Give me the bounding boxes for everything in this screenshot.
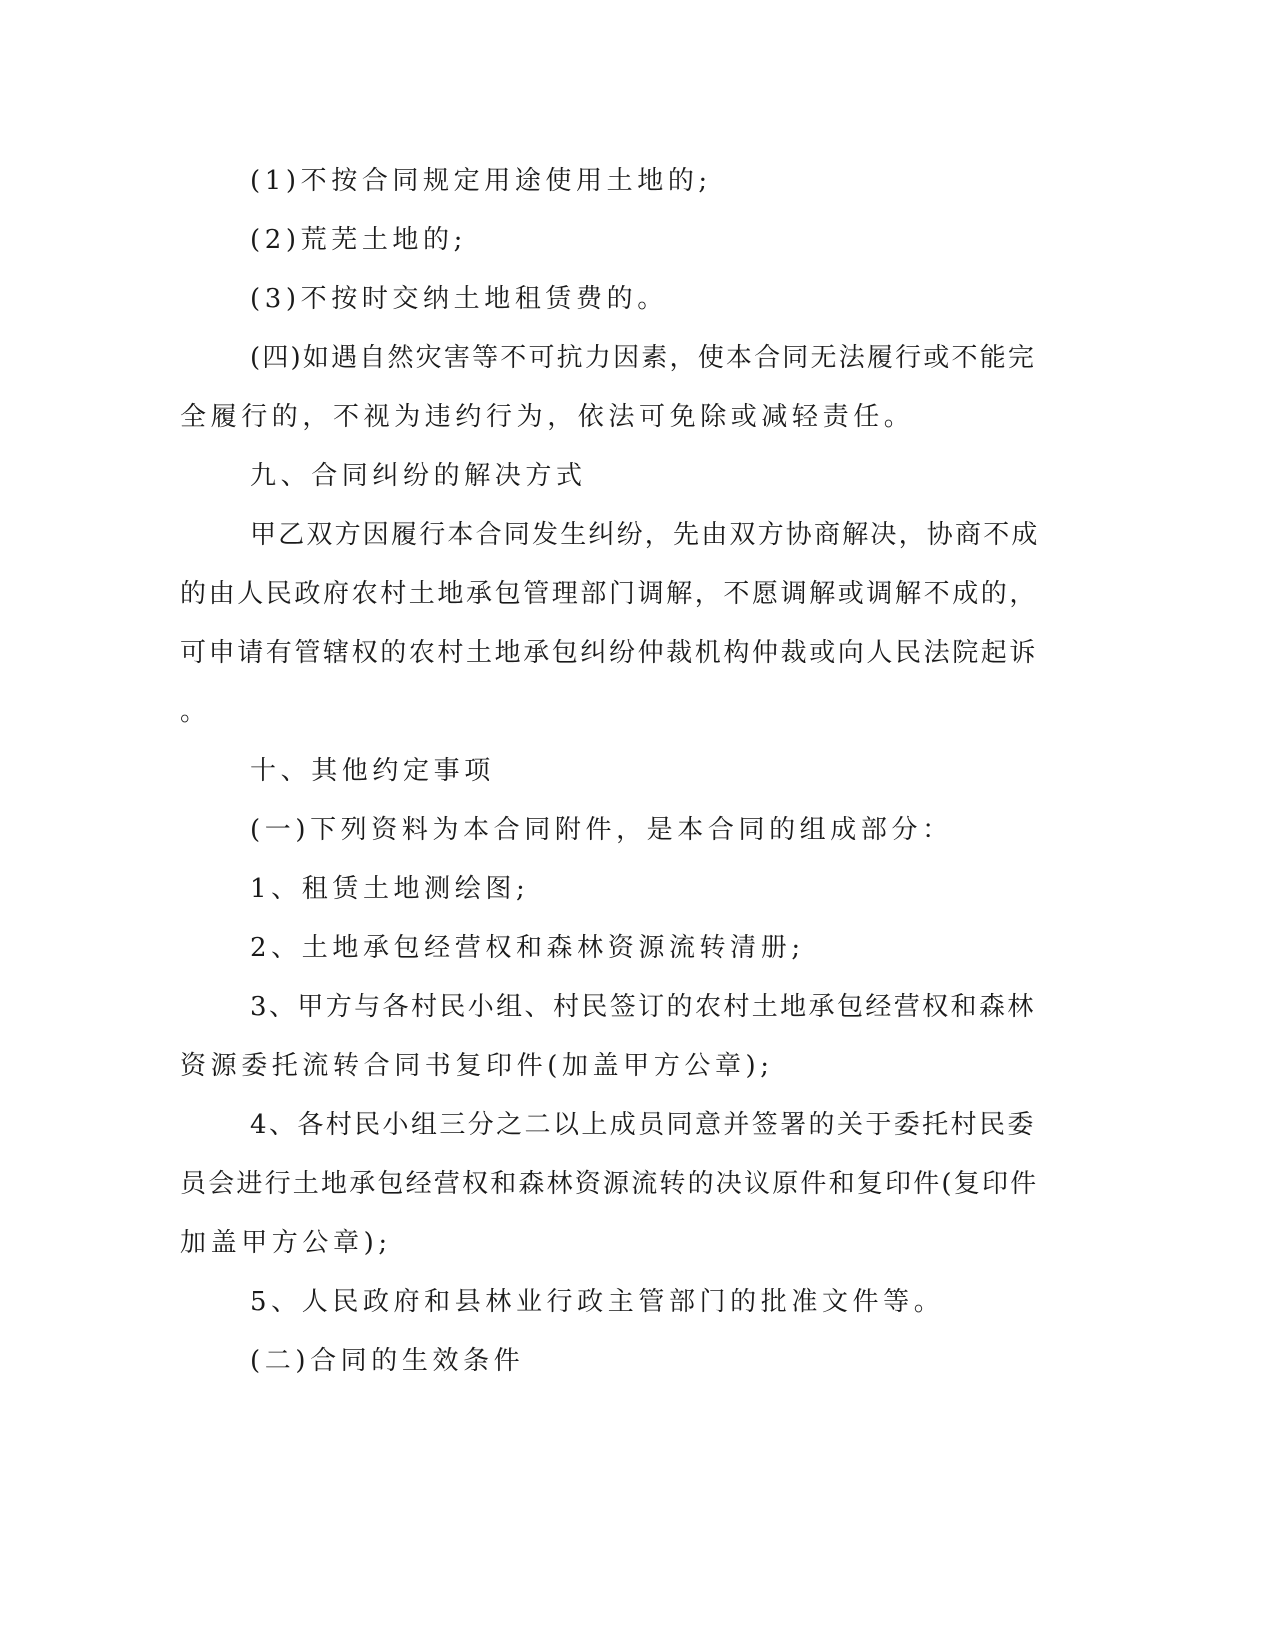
paragraph-line: 可申请有管辖权的农村土地承包纠纷仲裁机构仲裁或向人民法院起诉: [180, 638, 1039, 668]
paragraph-line: 。: [180, 697, 211, 727]
paragraph-line: 的由人民政府农村土地承包管理部门调解，不愿调解或调解不成的，: [180, 579, 1039, 609]
section-heading: 九、合同纠纷的解决方式: [250, 461, 587, 491]
list-item: 3、甲方与各村民小组、村民签订的农村土地承包经营权和森林: [250, 992, 1036, 1022]
list-item: 员会进行土地承包经营权和森林资源流转的决议原件和复印件(复印件: [180, 1169, 1039, 1199]
list-item: 加盖甲方公章);: [180, 1228, 392, 1258]
clause-line: (一)下列资料为本合同附件，是本合同的组成部分：: [250, 815, 953, 845]
paragraph-line: 甲乙双方因履行本合同发生纠纷，先由双方协商解决，协商不成: [250, 520, 1040, 550]
section-heading: 十、其他约定事项: [250, 756, 495, 786]
list-item: 5、人民政府和县林业行政主管部门的批准文件等。: [250, 1287, 945, 1317]
clause-line: (2)荒芜土地的;: [250, 225, 467, 255]
list-item: 2、土地承包经营权和森林资源流转清册;: [250, 933, 805, 963]
clause-line: (1)不按合同规定用途使用土地的;: [250, 166, 712, 196]
clause-line: (二)合同的生效条件: [250, 1346, 525, 1376]
list-item: 1、租赁土地测绘图;: [250, 874, 530, 904]
list-item: 4、各村民小组三分之二以上成员同意并签署的关于委托村民委: [250, 1110, 1036, 1140]
list-item: 资源委托流转合同书复印件(加盖甲方公章);: [180, 1051, 774, 1081]
clause-line: (3)不按时交纳土地租赁费的。: [250, 284, 668, 314]
paragraph-line: (四)如遇自然灾害等不可抗力因素，使本合同无法履行或不能完: [250, 343, 1037, 373]
paragraph-line: 全履行的，不视为违约行为，依法可免除或减轻责任。: [180, 402, 915, 432]
